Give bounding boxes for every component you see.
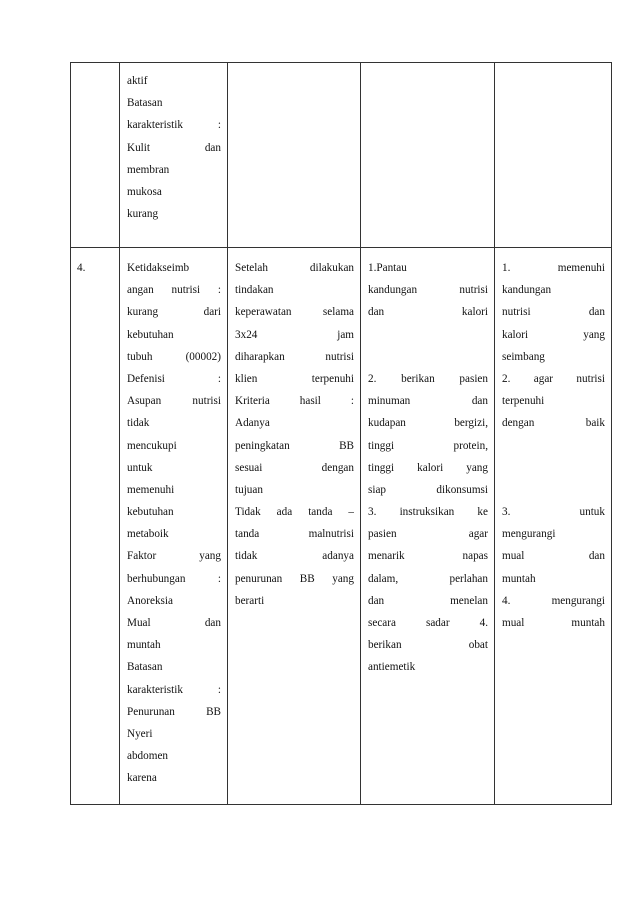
rationale-line: seimbang [502, 350, 545, 363]
table-row-continued [71, 63, 612, 248]
diagnosis-line: Batasan [127, 661, 163, 674]
rationale-line: kalori yang [502, 328, 605, 341]
intervention-line: dan menelan [368, 594, 488, 607]
goals-cell [228, 63, 361, 248]
intervention-line: dalam, perlahan [368, 572, 488, 585]
goal-line: klien terpenuhi [235, 372, 354, 385]
row-number: 4. [77, 262, 86, 274]
diagnosis-line: karakteristik : [127, 683, 221, 696]
rationale-cell [495, 248, 612, 805]
goal-line: tujuan [235, 483, 263, 496]
table-row [71, 248, 612, 805]
diagnosis-line: Batasan [127, 97, 163, 110]
rationale-line: terpenuhi [502, 395, 545, 408]
goal-line: diharapkan nutrisi [235, 350, 354, 363]
diagnosis-line: karakteristik : [127, 119, 221, 132]
diagnosis-line: kurang dari [127, 306, 221, 319]
diagnosis-line: tubuh (00002) [127, 350, 221, 363]
goal-line: berarti [235, 594, 265, 607]
diagnosis-line: Faktor yang [127, 550, 221, 563]
goal-line: Adanya [235, 417, 270, 430]
diagnosis-line: aktif [127, 75, 148, 87]
number-cell [71, 248, 120, 805]
diagnosis-line: Ketidakseimb [127, 262, 190, 274]
diagnosis-line: Defenisi : [127, 372, 221, 385]
intervention-line: berikan obat [368, 639, 488, 652]
diagnosis-line: angan nutrisi : [127, 284, 221, 297]
rationale-line: muntah [502, 572, 536, 585]
rationale-line: mual dan [502, 550, 605, 563]
interventions-cell [361, 248, 495, 805]
intervention-line: menarik napas [368, 550, 488, 563]
intervention-line: siap dikonsumsi [368, 483, 488, 496]
goals-cell [228, 248, 361, 805]
diagnosis-line: untuk [127, 461, 153, 474]
goal-line: Setelah dilakukan [235, 262, 354, 274]
intervention-line: kandungan nutrisi [368, 284, 488, 297]
rationale-line: 2. agar nutrisi [502, 372, 605, 385]
diagnosis-line: membran [127, 163, 170, 176]
diagnosis-line: Penurunan BB [127, 705, 221, 718]
intervention-line: pasien agar [368, 528, 488, 541]
diagnosis-line: mencukupi [127, 439, 177, 452]
goal-line: tidak adanya [235, 550, 354, 563]
diagnosis-cell [120, 63, 228, 248]
diagnosis-line: Anoreksia [127, 594, 173, 607]
goal-line: 3x24 jam [235, 328, 354, 341]
rationale-line [502, 479, 605, 501]
goal-line: keperawatan selama [235, 306, 354, 319]
intervention-line: 2. berikan pasien [368, 372, 488, 385]
rationale-cell [495, 63, 612, 248]
diagnosis-line: kebutuhan [127, 328, 174, 341]
rationale-line [502, 457, 605, 479]
diagnosis-line: karena [127, 772, 157, 785]
nursing-care-plan-table [70, 62, 612, 805]
goal-line: Kriteria hasil : [235, 395, 354, 408]
goal-line: Tidak ada tanda – [235, 506, 354, 519]
intervention-line: 3. instruksikan ke [368, 506, 488, 519]
rationale-line: kandungan [502, 284, 552, 297]
rationale-line: 3. untuk [502, 506, 605, 519]
intervention-line: 1.Pantau [368, 262, 407, 274]
diagnosis-line: Kulit dan [127, 141, 221, 154]
rationale-line: nutrisi dan [502, 306, 605, 319]
diagnosis-line: abdomen [127, 750, 169, 763]
rationale-line: 4. mengurangi [502, 594, 605, 607]
diagnosis-cell [120, 248, 228, 805]
intervention-line [368, 346, 488, 368]
intervention-line: antiemetik [368, 661, 416, 674]
goal-line: tindakan [235, 284, 274, 297]
diagnosis-line: kebutuhan [127, 506, 174, 519]
rationale-line [502, 435, 605, 457]
diagnosis-line: metaboik [127, 528, 169, 541]
goal-line: penurunan BB yang [235, 572, 354, 585]
interventions-cell [361, 63, 495, 248]
goal-line: sesuai dengan [235, 461, 354, 474]
diagnosis-line: kurang [127, 208, 159, 221]
rationale-line: dengan baik [502, 417, 605, 430]
diagnosis-line: muntah [127, 639, 161, 652]
diagnosis-line: Mual dan [127, 617, 221, 629]
diagnosis-line: mukosa [127, 185, 162, 198]
goal-line: peningkatan BB [235, 439, 354, 452]
intervention-line: secara sadar 4. [368, 617, 488, 629]
rationale-line: mengurangi [502, 528, 556, 541]
intervention-line [368, 324, 488, 346]
diagnosis-line: tidak [127, 417, 150, 430]
goal-line: tanda malnutrisi [235, 528, 354, 541]
intervention-line: dan kalori [368, 306, 488, 319]
diagnosis-line: Asupan nutrisi [127, 395, 221, 408]
rationale-line: 1. memenuhi [502, 262, 605, 274]
intervention-line: tinggi kalori yang [368, 461, 488, 474]
diagnosis-line: memenuhi [127, 483, 175, 496]
rationale-line: mual muntah [502, 617, 605, 629]
number-cell [71, 63, 120, 248]
diagnosis-line: berhubungan : [127, 572, 221, 585]
intervention-line: kudapan bergizi, [368, 417, 488, 430]
diagnosis-line: Nyeri [127, 727, 153, 740]
intervention-line: minuman dan [368, 395, 488, 408]
intervention-line: tinggi protein, [368, 439, 488, 452]
